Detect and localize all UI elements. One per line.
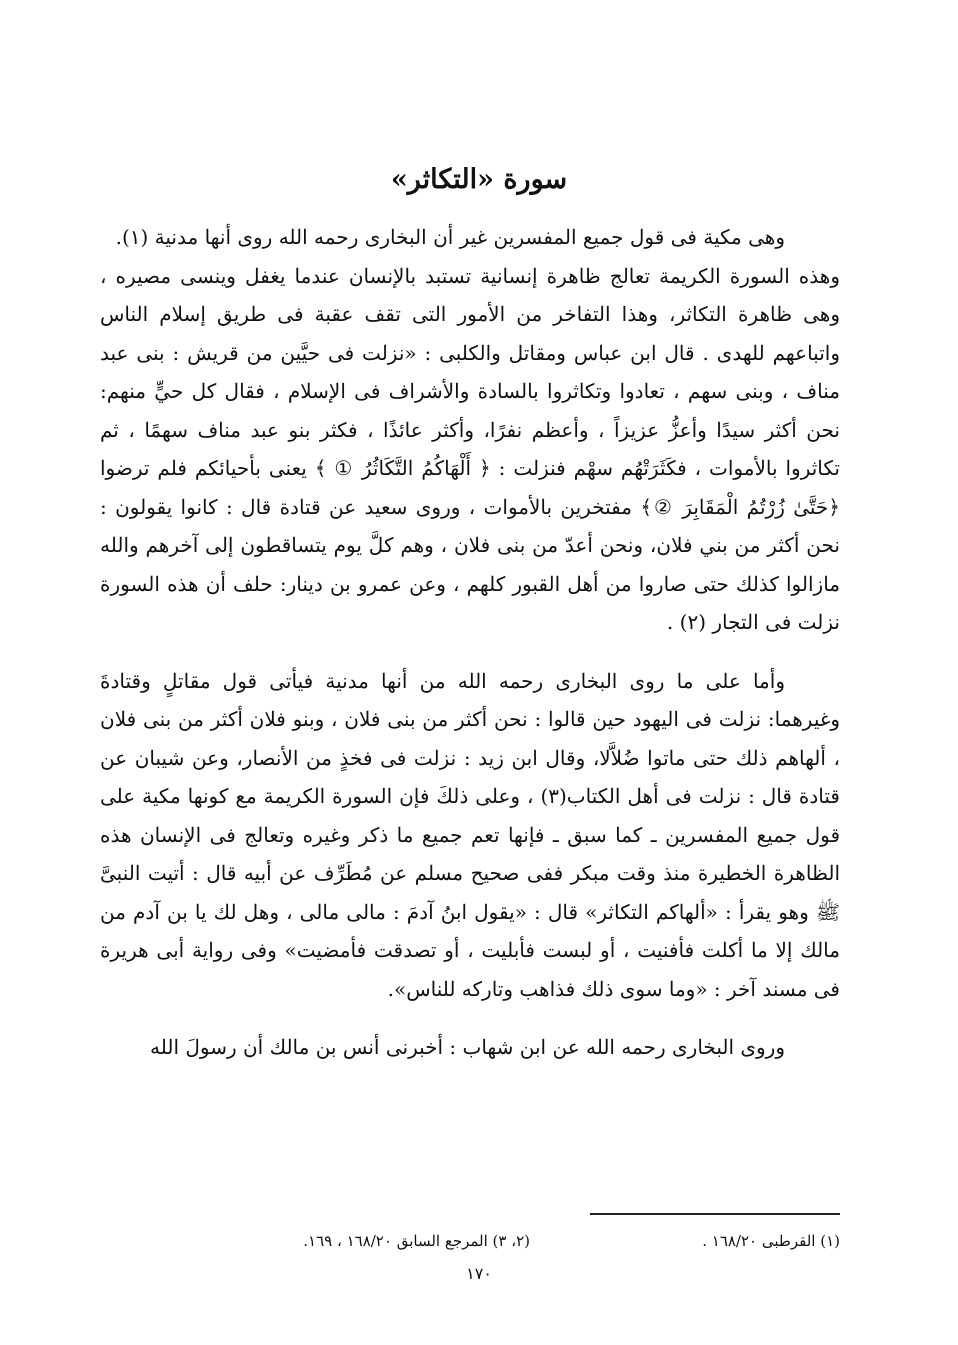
- page-number: ١٧٠: [466, 1264, 492, 1283]
- footnote-1: (١) القرطبى ١٦٨/٢٠ .: [702, 1232, 840, 1250]
- paragraph-topic: وهذه السورة الكريمة تعالج ظاهرة إنسانية تستبد بالإنسان عندما يغفل وينسى مصيره ، وهى ظاهرة التكاثر، وهذا التفاخر من الأمور التى تقف عقبة فى طريق إسلام الناس واتباعهم للهدى . قال ابن عباس ومقاتل والكلبى : «نزلت فى حيَّين من قريش : بنى عبد مناف ، وبنى سهم ، تعادوا وتكاثروا بالسادة والأشراف فى الإسلام ، فقال كل حيٍّ منهم: نحن أكثر سيدًا وأعزُّ عزيزاً ، وأعظم نفرًا، وأكثر عائذًا ، فكثر بنو عبد مناف سهمًا ، ثم تكاثروا بالأموات ، فكَثَرَتْهُم سهْم فنزلت : ﴿ أَلْهَاكُمُ التَّكَاثُرُ ① ﴾ يعنى بأحيائكم فلم ترضوا ﴿حَتَّىٰ زُرْتُمُ الْمَقَابِرَ ②﴾ مفتخرين بالأموات ، وروى سعيد عن قتادة قال : كانوا يقولون : نحن أكثر من بني فلان، ونحن أعدّ من بنى فلان ، وهم كلَّ يوم يتساقطون إلى آخرهم والله مازالوا كذلك حتى صاروا من أهل القبور كلهم ، وعن عمرو بن دينار: حلف أن هذه السورة نزلت فى التجار (٢) .: [100, 263, 840, 634]
- paragraph-medinan-view: وأما على ما روى البخارى رحمه الله من أنها مدنية فيأتى قول مقاتلٍ وقتادةَ وغيرهما: نزلت فى اليهود حين قالوا : نحن أكثر من بنى فلان ، وبنو فلان أكثر من بنى فلان ، ألهاهم ذلك حتى ماتوا ضُلاَّلا، وقال ابن زيد : نزلت فى فخذٍ من الأنصار، وعن شيبان عن قتادة قال : نزلت فى أهل الكتاب(٣) ، وعلى ذلكَ فإن السورة الكريمة مع كونها مكية على قول جميع المفسرين ـ كما سبق ـ فإنها تعم جميع ما ذكر وغيره وتعالج فى الإنسان هذه الظاهرة الخطيرة منذ وقت مبكر ففى صحيح مسلم عن مُطَرِّف عن أبيه قال : أتيت النبىَّ ﷺ وهو يقرأ : «ألهاكم التكاثر» قال : «يقول ابنُ آدمَ : مالى مالى ، وهل لك يا بن آدم من مالك إلا ما أكلت فأفنيت ، أو لبست فأبليت ، أو تصدقت فأمضيت» وفى رواية أبى هريرة فى مسند آخر : «وما سوى ذلك فذاهب وتاركه للناس».: [100, 668, 840, 1001]
- surah-title: سورة «التكاثر»: [390, 164, 568, 195]
- paragraph-bukhari: وروى البخارى رحمه الله عن ابن شهاب : أخبرنى أنس بن مالك أن رسولَ الله: [150, 1035, 785, 1059]
- page-body: [100, 218, 840, 1067]
- footnote-divider: [590, 1213, 840, 1215]
- footnote-2-3: (٢، ٣) المرجع السابق ١٦٨/٢٠ ، ١٦٩.: [303, 1232, 530, 1250]
- footnotes: [100, 1228, 840, 1254]
- paragraph-intro: وهى مكية فى قول جميع المفسرين غير أن البخارى رحمه الله روى أنها مدنية (١).: [115, 225, 785, 249]
